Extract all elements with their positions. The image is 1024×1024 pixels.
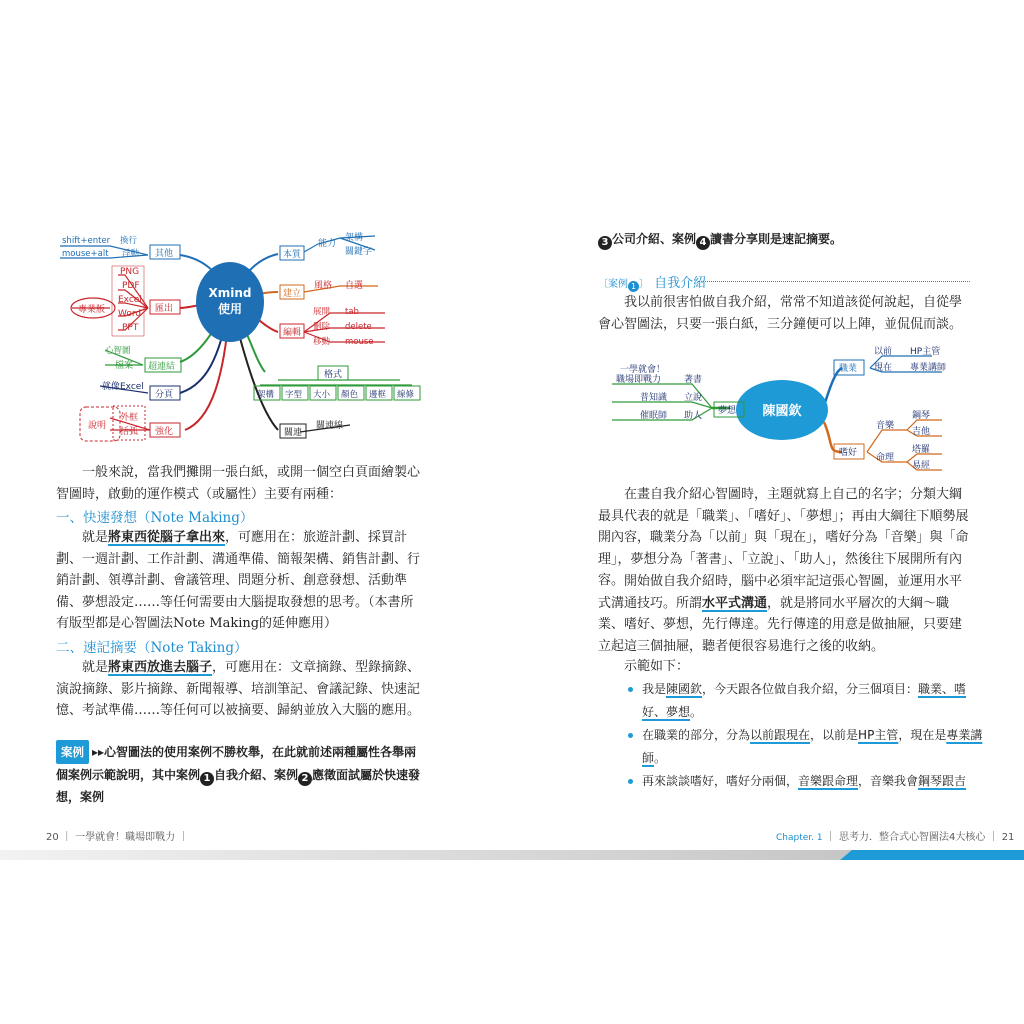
chapter-label: Chapter. 1 bbox=[776, 833, 823, 843]
bracket-label: 括弧 bbox=[120, 427, 139, 437]
circle-number-3: 3 bbox=[598, 236, 612, 250]
case-1-title: 自我介紹 bbox=[654, 276, 707, 291]
heading-rule bbox=[698, 281, 970, 282]
center-label-1: Xmind bbox=[208, 286, 252, 300]
keyword-label: 關鍵字 bbox=[345, 247, 373, 257]
right-top-line: 3 公司介紹、案例 4 讀書分享則是速記摘要。 bbox=[598, 228, 978, 250]
circle-number-1: 1 bbox=[200, 772, 214, 786]
svg-text:架構: 架構 bbox=[257, 390, 275, 400]
mindmap-explanation: 在畫自我介紹心智圖時，主題就寫上自己的名字；分類大綱最具代表的就是「職業」、「嗜好」、「夢想」；再由大綱往下順勢展開內容，職業分為「以前」與「現在」，嗜好分為「音樂」與「命理」，夢想分為「著書」、「立說」、「助人」，然後往下展開所有內容。 bbox=[598, 487, 969, 589]
link-label: 關連 bbox=[284, 428, 303, 438]
now-label: 現在 bbox=[874, 363, 893, 373]
tab-key: tab bbox=[345, 307, 359, 317]
horizontal-communication-paragraph: 開始做自我介紹時，腦中必須牢記這張心智圖，並運用水平式溝通技巧。所謂水平式溝通，就是將同水平層次的大綱～職業、嗜好、夢想，先行傳達。先行傳達的用意是做抽屜，只要建立起這三個抽屜，聽者便很容易進行之後的收納。 bbox=[598, 574, 963, 654]
format-ppt: PPT bbox=[122, 323, 139, 333]
essence-label: 本質 bbox=[283, 250, 302, 260]
section-1-emphasis: 將東西從腦子拿出來 bbox=[108, 530, 226, 545]
bullet-dot bbox=[628, 779, 633, 784]
xmind-mindmap-svg bbox=[0, 0, 512, 460]
format-word: Word bbox=[118, 309, 142, 319]
link-line-label: 關連線 bbox=[316, 421, 344, 431]
left-footer: 20 ｜ 一學就會！職場即戰力 ｜ bbox=[46, 832, 189, 843]
delete-label: 刪除 bbox=[313, 322, 331, 332]
intro-paragraph: 一般來說，當我們攤開一張白紙，或開一個空白頁面繪製心智圖時，啟動的運作模式（或屬性）主要有兩種： bbox=[56, 465, 421, 502]
right-page bbox=[512, 0, 1024, 1024]
lecturer-label: 專業講師 bbox=[910, 363, 947, 373]
bullet-dot bbox=[628, 733, 633, 738]
expand-label: 展開 bbox=[313, 307, 331, 317]
case-1-heading: 〔案例 1 〕 自我介紹 bbox=[598, 272, 970, 290]
auto-label: 自選 bbox=[345, 281, 364, 291]
music-label: 音樂 bbox=[876, 421, 895, 431]
strengthen-label: 強化 bbox=[155, 427, 174, 437]
explain-label: 說明 bbox=[88, 421, 107, 431]
ability-label: 能力 bbox=[318, 239, 337, 249]
yijing-label: 易經 bbox=[912, 461, 931, 471]
piano-label: 鋼琴 bbox=[912, 411, 931, 421]
export-label: 匯出 bbox=[155, 304, 174, 314]
action-1: 換行 bbox=[120, 236, 138, 246]
format-items bbox=[254, 386, 420, 400]
mentor-label: 催眠師 bbox=[640, 411, 668, 421]
fortune-label: 命理 bbox=[876, 453, 895, 463]
self-center-label: 陳國欽 bbox=[762, 404, 802, 419]
case-tag: 案例 bbox=[56, 740, 89, 764]
list-item: 我是陳國欽，今天跟各位做自我介紹，分三個項目：職業、嗜好、夢想。 bbox=[628, 678, 988, 724]
shortcut-1: shift+enter bbox=[62, 236, 111, 246]
svg-text:邊框: 邊框 bbox=[369, 390, 387, 400]
case-1-intro: 我以前很害怕做自我介紹，常常不知道該從何說起，自從學會心智圖法，只要一張白紙，三分鐘便可以上陣，並侃侃而談。 bbox=[598, 295, 963, 332]
structure-label: 架構 bbox=[345, 233, 364, 243]
shortcut-2: mouse+alt bbox=[62, 249, 109, 259]
frame-label: 外框 bbox=[120, 413, 139, 423]
hyperlink-label: 超連結 bbox=[148, 362, 176, 372]
like-excel-label: 就像Excel bbox=[102, 382, 144, 392]
author-label: 著書 bbox=[684, 375, 703, 385]
svg-text:大小: 大小 bbox=[313, 390, 331, 400]
action-2: 浮動 bbox=[122, 249, 140, 259]
horizontal-communication-term: 水平式溝通 bbox=[702, 595, 768, 611]
help-label: 助人 bbox=[684, 411, 703, 421]
other-label: 其他 bbox=[155, 249, 174, 259]
demo-bullets bbox=[628, 678, 988, 793]
case-number-badge: 1 bbox=[628, 281, 639, 292]
hp-label: HP主管 bbox=[910, 347, 941, 357]
build-label: 建立 bbox=[283, 289, 302, 299]
book-line-1: 一學就會！ bbox=[620, 365, 666, 375]
section-1-title: 一、快速發想（Note Making） bbox=[56, 510, 254, 526]
right-footer: Chapter. 1 ｜ 思考力．整合式心智圖法4大核心 ｜ 21 bbox=[776, 832, 1015, 843]
circle-number-2: 2 bbox=[298, 772, 312, 786]
mouse-key: mouse bbox=[345, 337, 374, 347]
dream-label: 夢想 bbox=[718, 406, 737, 416]
bullet-dot bbox=[628, 687, 633, 692]
svg-text:顏色: 顏色 bbox=[341, 390, 359, 400]
style-label: 風格 bbox=[314, 281, 333, 291]
edit-label: 編輯 bbox=[283, 328, 302, 338]
move-label: 移動 bbox=[313, 337, 331, 347]
guitar-label: 吉他 bbox=[912, 427, 931, 437]
book-line-2: 職場即戰力 bbox=[616, 375, 662, 385]
format-excel: Excel bbox=[118, 295, 142, 305]
list-item: 在職業的部分，分為以前跟現在，以前是HP主管，現在是專業講師。 bbox=[628, 724, 988, 770]
svg-text:字型: 字型 bbox=[285, 390, 303, 400]
mindmanager-label: 心智圖 bbox=[105, 346, 131, 356]
format-label: 格式 bbox=[324, 370, 343, 380]
circle-number-4: 4 bbox=[696, 236, 710, 250]
case-intro: 案例 ▸▸心智圖法的使用案例不勝枚舉，在此就前述兩種屬性各舉兩個案例示範說明，其中案例 1 自我介紹、案例 2 應徵面試屬於快速發想，案例 bbox=[56, 740, 428, 808]
file-label: 檔案 bbox=[115, 361, 134, 371]
demo-label: 示範如下： bbox=[624, 659, 690, 674]
delete-key: delete bbox=[345, 322, 372, 332]
hobby-label: 嗜好 bbox=[839, 448, 858, 458]
section-2-emphasis: 將東西放進去腦子 bbox=[108, 660, 213, 675]
career-label: 職業 bbox=[839, 364, 858, 374]
self-intro-mindmap-svg bbox=[512, 340, 1024, 480]
professional-label: 專業版 bbox=[78, 305, 106, 315]
list-item: 再來談談嗜好，嗜好分兩個，音樂跟命理，音樂我會鋼琴跟吉 bbox=[628, 770, 988, 793]
format-pdf: PDF bbox=[122, 281, 140, 291]
center-label-2: 使用 bbox=[217, 302, 243, 316]
popular-label: 普知識 bbox=[640, 393, 668, 403]
tarot-label: 塔羅 bbox=[912, 445, 931, 455]
section-2-title: 二、速記摘要（Note Taking） bbox=[56, 640, 248, 656]
section-1-paragraph: 就是將東西從腦子拿出來，可應用在：旅遊計劃、採買計劃、一週計劃、工作計劃、溝通準備、簡報架構、銷售計劃、行銷計劃、領導計劃、會議管理、問題分析、創意發想、活動準備、夢想設定……等任何需要由大腦提取發想的思考。（本書所有版型都是心智圖法Note Making的延伸應用） bbox=[56, 530, 421, 632]
establish-label: 立說 bbox=[684, 393, 703, 403]
before-label: 以前 bbox=[874, 347, 893, 357]
bottom-color-bar bbox=[0, 850, 1024, 860]
format-png: PNG bbox=[120, 267, 140, 277]
paging-label: 分頁 bbox=[155, 390, 174, 400]
section-2-paragraph: 就是將東西放進去腦子，可應用在：文章摘錄、型錄摘錄、演說摘錄、影片摘錄、新聞報導、培訓筆記、會議記錄、快速記憶、考試準備……等任何可以被摘要、歸納並放入大腦的應用。 bbox=[56, 660, 421, 719]
svg-text:線條: 線條 bbox=[397, 390, 415, 400]
